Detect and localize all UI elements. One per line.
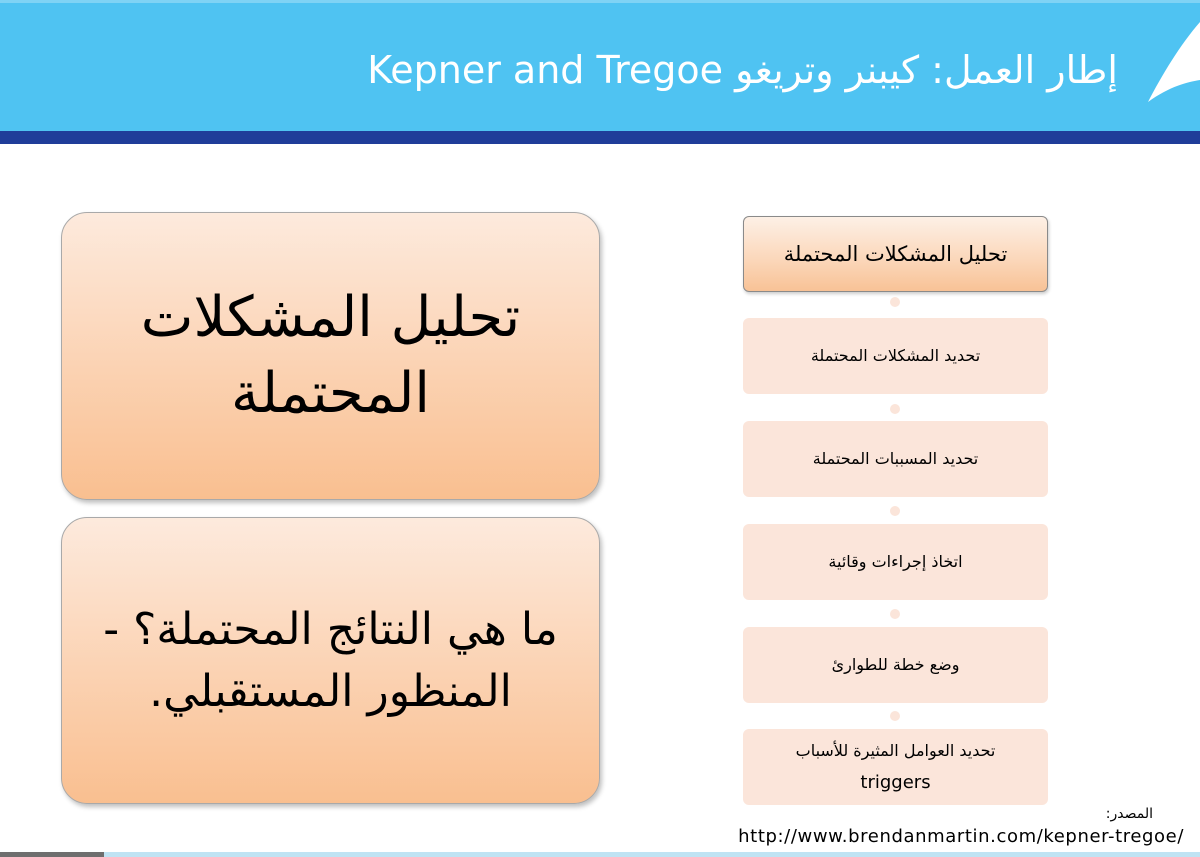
left-box-question-text: ما هي النتائج المحتملة؟ - المنظور المستقبلي. <box>103 603 558 717</box>
footer-bar-light <box>104 852 1200 857</box>
flow-step-text: اتخاذ إجراءات وقائية <box>828 552 963 571</box>
flow-head-box <box>743 216 1048 292</box>
flow-connector-dot <box>890 711 900 721</box>
footer-bar-dark <box>0 852 104 857</box>
flow-step <box>743 627 1048 703</box>
source-label: المصدر: <box>1105 806 1153 822</box>
flow-connector-dot <box>890 609 900 619</box>
flow-step <box>743 318 1048 394</box>
flow-head-text: تحليل المشكلات المحتملة <box>783 242 1008 266</box>
left-box-topic-text: تحليل المشكلات المحتملة <box>140 285 521 426</box>
left-box-topic <box>61 212 600 500</box>
header-stripe <box>0 131 1200 144</box>
flow-connector-dot <box>890 297 900 307</box>
slide-title: إطار العمل: كيبنر وتريغو Kepner and Tregoe <box>367 48 1118 92</box>
flow-step-text: تحديد العوامل المثيرة للأسباب <box>795 741 996 760</box>
flow-connector-dot <box>890 404 900 414</box>
flow-step <box>743 729 1048 805</box>
left-box-question <box>61 517 600 804</box>
flow-step-text: تحديد المسببات المحتملة <box>812 449 979 468</box>
flow-connector-dot <box>890 506 900 516</box>
header-top-line <box>0 0 1200 3</box>
header-swoosh-decoration <box>1140 0 1200 131</box>
flow-step <box>743 421 1048 497</box>
source-url: http://www.brendanmartin.com/kepner-tregoe/ <box>738 826 1184 847</box>
flow-step-text-latin: triggers <box>860 772 931 793</box>
flow-step-text: وضع خطة للطوارئ <box>831 655 960 674</box>
flow-step-text: تحديد المشكلات المحتملة <box>810 346 981 365</box>
flow-step <box>743 524 1048 600</box>
